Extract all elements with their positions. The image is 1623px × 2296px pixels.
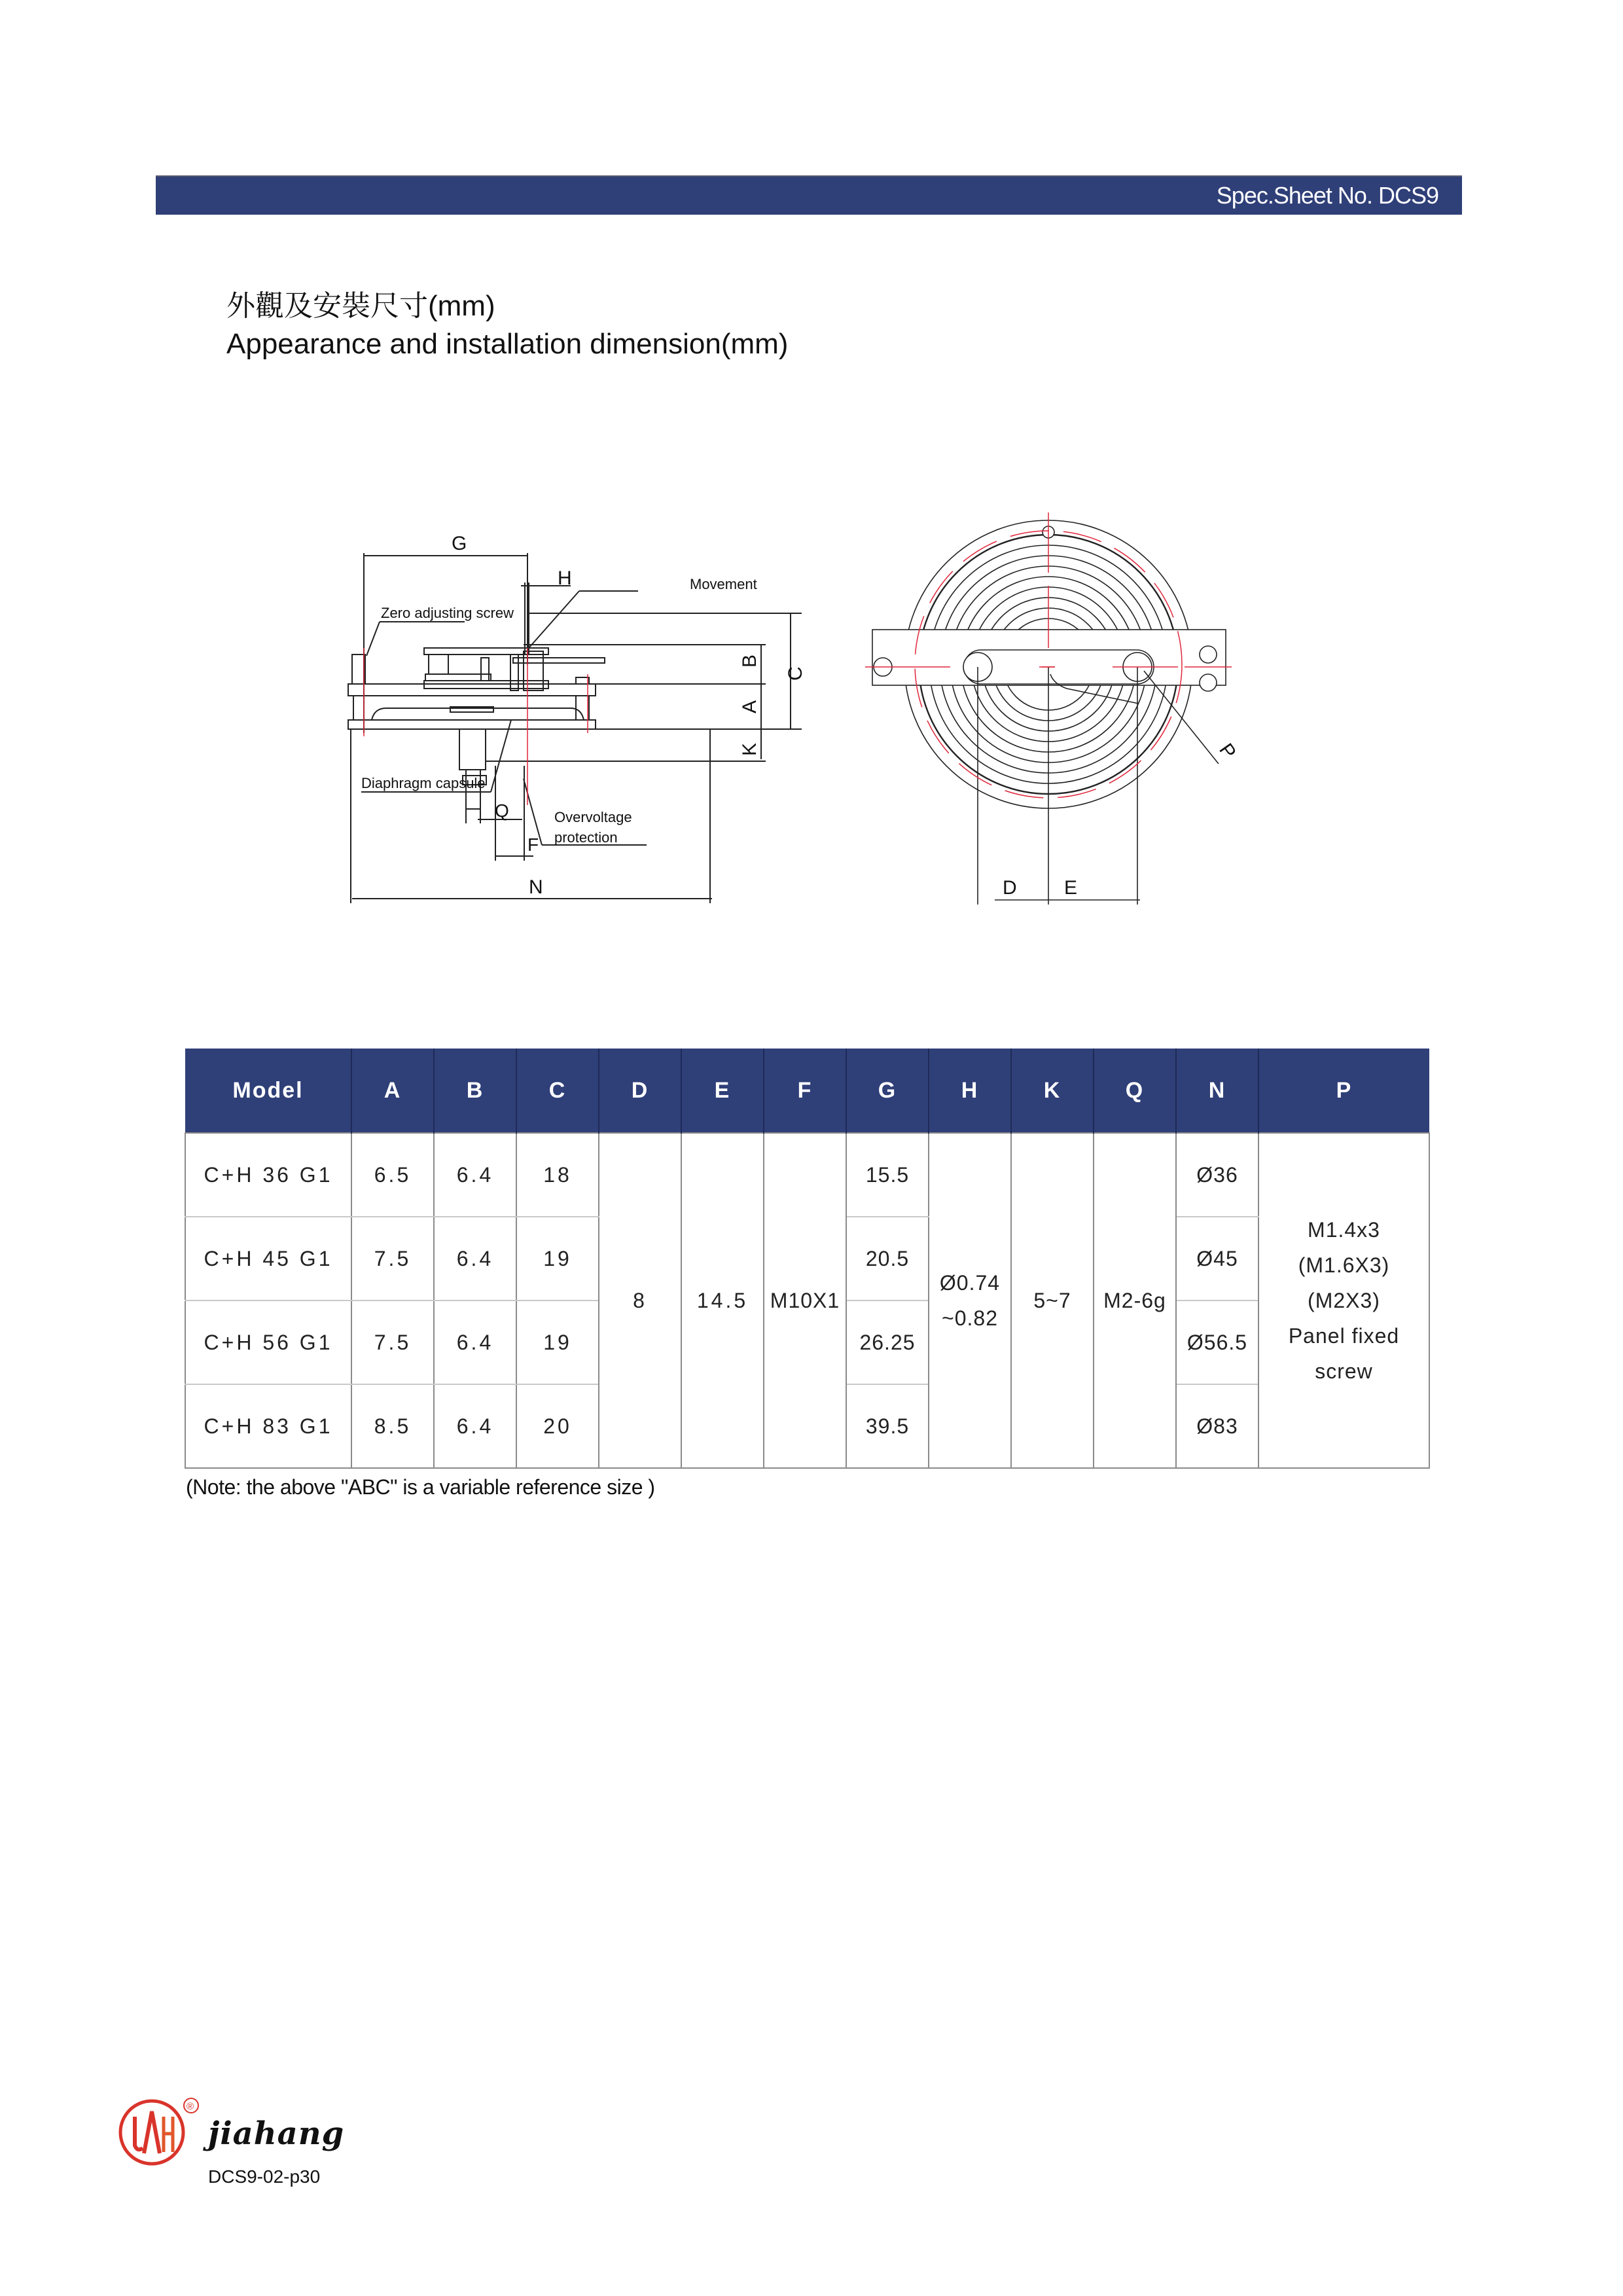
cell-k-shared: 5~7: [1011, 1133, 1094, 1468]
cell-b: 6.4: [434, 1300, 516, 1384]
cell-b: 6.4: [434, 1217, 516, 1300]
cell-p-line5: screw: [1315, 1359, 1373, 1383]
front-view-drawing: [872, 520, 1226, 905]
cell-p-shared: [1258, 1133, 1429, 1468]
col-header-b: B: [434, 1049, 516, 1133]
table-note: (Note: the above "ABC" is a variable reference size ): [186, 1475, 655, 1499]
front-view-labels: [1003, 740, 1240, 899]
col-header-model: Model: [185, 1049, 351, 1133]
cell-n: Ø83: [1176, 1384, 1258, 1468]
section-title-chinese: 外觀及安裝尺寸(mm): [226, 290, 495, 322]
col-header-a: A: [351, 1049, 434, 1133]
cell-b: 6.4: [434, 1384, 516, 1468]
cell-model: C+H 45 G1: [185, 1217, 351, 1300]
cell-n: Ø45: [1176, 1217, 1258, 1300]
dim-label-c: C: [785, 666, 806, 681]
table-header-row: [185, 1049, 1429, 1133]
cell-c: 20: [516, 1384, 599, 1468]
brand-name: jiahang: [208, 2115, 345, 2152]
callout-diaphragm-capsule: Diaphragm capsule: [361, 775, 486, 791]
col-header-c: C: [516, 1049, 599, 1133]
cell-h-line1: Ø0.74: [939, 1271, 1001, 1295]
callout-movement: Movement: [690, 576, 757, 592]
cell-c: 19: [516, 1217, 599, 1300]
cell-a: 7.5: [351, 1300, 434, 1384]
cell-b: 6.4: [434, 1133, 516, 1217]
callout-overvoltage-line1: Overvoltage: [554, 809, 632, 825]
cell-p-line2: (M1.6X3): [1298, 1253, 1390, 1277]
cell-h-shared: [929, 1133, 1011, 1468]
cell-model: C+H 36 G1: [185, 1133, 351, 1217]
col-header-d: D: [599, 1049, 681, 1133]
cell-g: 15.5: [846, 1133, 929, 1217]
dim-label-d: D: [1003, 877, 1017, 899]
cell-g: 26.25: [846, 1300, 929, 1384]
col-header-k: K: [1011, 1049, 1094, 1133]
jiahang-logo-icon: [118, 2094, 203, 2166]
cell-model: C+H 56 G1: [185, 1300, 351, 1384]
cell-h-line2: ~0.82: [942, 1306, 998, 1330]
dim-label-k: K: [739, 742, 760, 756]
dim-label-a: A: [739, 700, 760, 713]
cell-n: Ø36: [1176, 1133, 1258, 1217]
dim-label-e: E: [1064, 877, 1078, 899]
dimension-drawing: [327, 511, 1243, 929]
cell-d-shared: 8: [599, 1133, 681, 1468]
col-header-q: Q: [1094, 1049, 1176, 1133]
dim-label-h: H: [558, 567, 572, 589]
cell-model: C+H 83 G1: [185, 1384, 351, 1468]
cell-a: 6.5: [351, 1133, 434, 1217]
dim-label-f: F: [527, 834, 539, 855]
dim-label-q: Q: [495, 800, 509, 821]
spec-sheet-header-band: [156, 175, 1462, 215]
dim-label-n: N: [529, 876, 543, 898]
cell-a: 8.5: [351, 1384, 434, 1468]
cell-e-shared: 14.5: [681, 1133, 764, 1468]
cell-a: 7.5: [351, 1217, 434, 1300]
cell-g: 39.5: [846, 1384, 929, 1468]
col-header-f: F: [764, 1049, 846, 1133]
cell-q-shared: M2-6g: [1094, 1133, 1176, 1468]
registered-mark: ®: [187, 2101, 194, 2112]
cell-c: 18: [516, 1133, 599, 1217]
table-row: [185, 1133, 1429, 1217]
callout-zero-adjusting-screw: Zero adjusting screw: [381, 605, 514, 621]
col-header-n: N: [1176, 1049, 1258, 1133]
side-view-labels: [361, 533, 806, 898]
document-number: DCS9-02-p30: [208, 2166, 321, 2187]
callout-overvoltage-line2: protection: [554, 829, 618, 846]
spec-sheet-number: Spec.Sheet No. DCS9: [1216, 182, 1438, 209]
dim-label-g: G: [452, 533, 467, 554]
col-header-p: P: [1258, 1049, 1429, 1133]
col-header-g: G: [846, 1049, 929, 1133]
cell-f-shared: M10X1: [764, 1133, 846, 1468]
cell-c: 19: [516, 1300, 599, 1384]
cell-n: Ø56.5: [1176, 1300, 1258, 1384]
cell-g: 20.5: [846, 1217, 929, 1300]
col-header-e: E: [681, 1049, 764, 1133]
cell-p-line1: M1.4x3: [1308, 1218, 1380, 1242]
cell-p-line3: (M2X3): [1308, 1289, 1380, 1312]
dimension-spec-table: [185, 1049, 1430, 1469]
section-title-english: Appearance and installation dimension(mm): [226, 328, 789, 360]
dim-label-b: B: [739, 654, 760, 668]
dim-label-p: P: [1215, 740, 1240, 763]
col-header-h: H: [929, 1049, 1011, 1133]
cell-p-line4: Panel fixed: [1288, 1324, 1400, 1348]
